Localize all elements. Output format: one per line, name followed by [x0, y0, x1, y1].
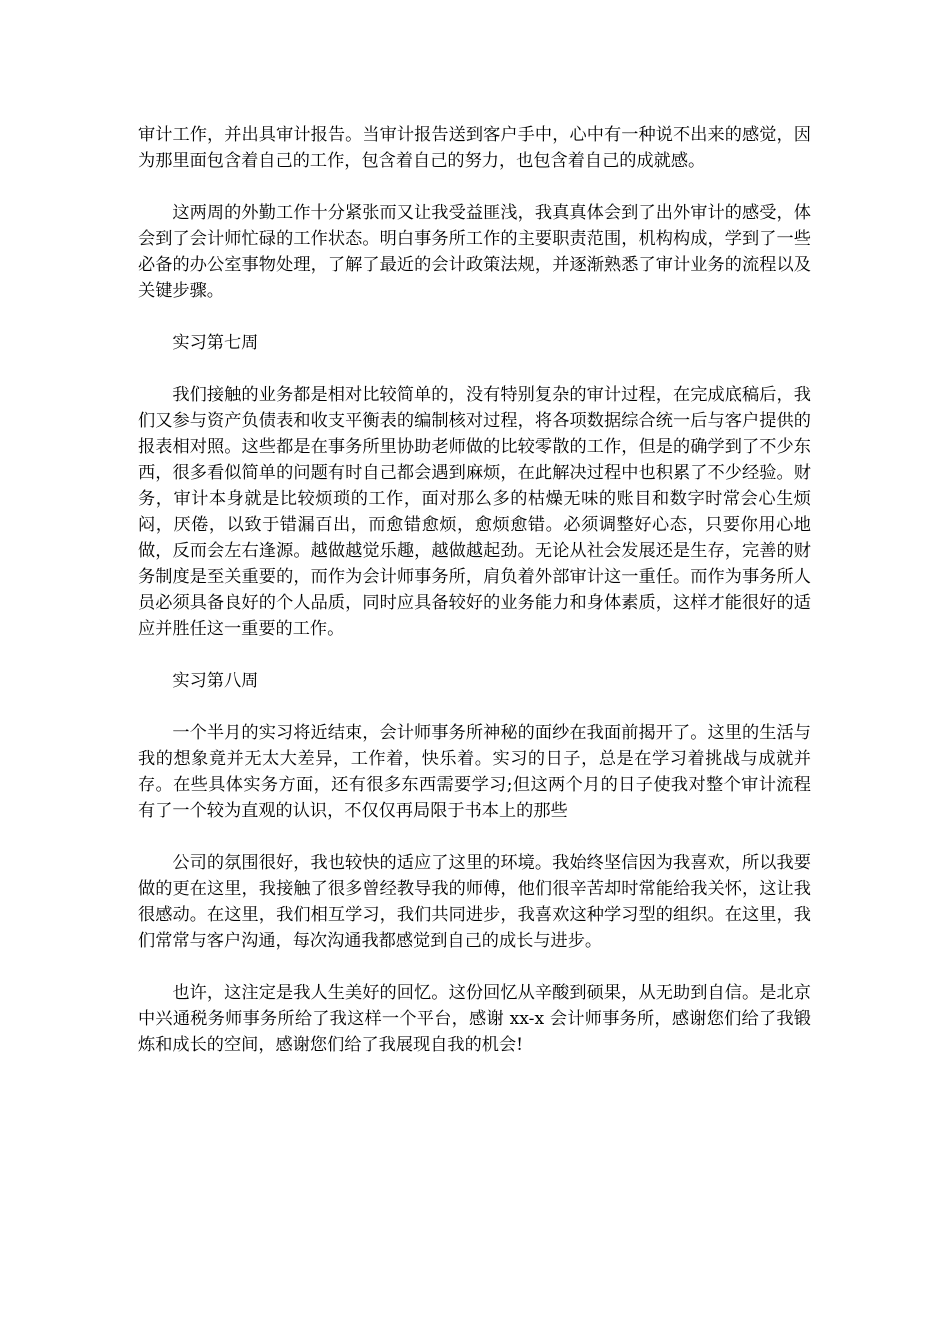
paragraph-company-atmosphere: 公司的氛围很好，我也较快的适应了这里的环境。我始终坚信因为我喜欢，所以我要做的更在这里，我接触了很多曾经教导我的师傅，他们很辛苦却时常能给我关怀，这让我很感动。在这里，我们相互学习，我们共同进步，我喜欢这种学习型的组织。在这里，我们常常与客户沟通，每次沟通我都感觉到自己的成长与进步。: [138, 853, 811, 951]
paragraph-closing-thanks: 也许，这注定是我人生美好的回忆。这份回忆从辛酸到硕果，从无助到自信。是北京中兴通税务师事务所给了我这样一个平台，感谢 xx-x 会计师事务所，感谢您们给了我锻炼和成长的空间，感谢您们给了我展现自我的机会!: [138, 983, 811, 1055]
paragraph-week-seven: 我们接触的业务都是相对比较简单的，没有特别复杂的审计过程，在完成底稿后，我们又参与资产负债表和收支平衡表的编制核对过程，将各项数据综合统一后与客户提供的报表相对照。这些都是在事务所里协助老师做的比较零散的工作，但是的确学到了不少东西，很多看似简单的问题有时自己都会遇到麻烦，在此解决过程中也积累了不少经验。财务，审计本身就是比较烦琐的工作，面对那么多的枯燥无味的账目和数字时常会心生烦闷，厌倦，以致于错漏百出，而愈错愈烦，愈烦愈错。必须调整好心态，只要你用心地做，反而会左右逢源。越做越觉乐趣，越做越起劲。无论从社会发展还是生存，完善的财务制度是至关重要的，而作为会计师事务所，肩负着外部审计这一重任。而作为事务所人员必须具备良好的个人品质，同时应具备较好的业务能力和身体素质，这样才能很好的适应并胜任这一重要的工作。: [138, 385, 811, 639]
paragraph-week-eight: 一个半月的实习将近结束，会计师事务所神秘的面纱在我面前揭开了。这里的生活与我的想象竟并无太大差异，工作着，快乐着。实习的日子，总是在学习着挑战与成就并存。在些具体实务方面，还有很多东西需要学习;但这两个月的日子使我对整个审计流程有了一个较为直观的认识，不仅仅再局限于书本上的那些: [138, 723, 811, 821]
paragraph-audit-report: 审计工作，并出具审计报告。当审计报告送到客户手中，心中有一种说不出来的感觉，因为那里面包含着自己的工作，包含着自己的努力，也包含着自己的成就感。: [138, 125, 811, 171]
document-body: [138, 122, 811, 1084]
paragraph-field-work: 这两周的外勤工作十分紧张而又让我受益匪浅，我真真体会到了出外审计的感受，体会到了会计师忙碌的工作状态。明白事务所工作的主要职责范围，机构构成，学到了一些必备的办公室事物处理，了解了最近的会计政策法规，并逐渐熟悉了审计业务的流程以及关键步骤。: [138, 203, 811, 301]
heading-week-eight: 实习第八周: [172, 671, 259, 691]
heading-week-seven: 实习第七周: [172, 333, 259, 353]
